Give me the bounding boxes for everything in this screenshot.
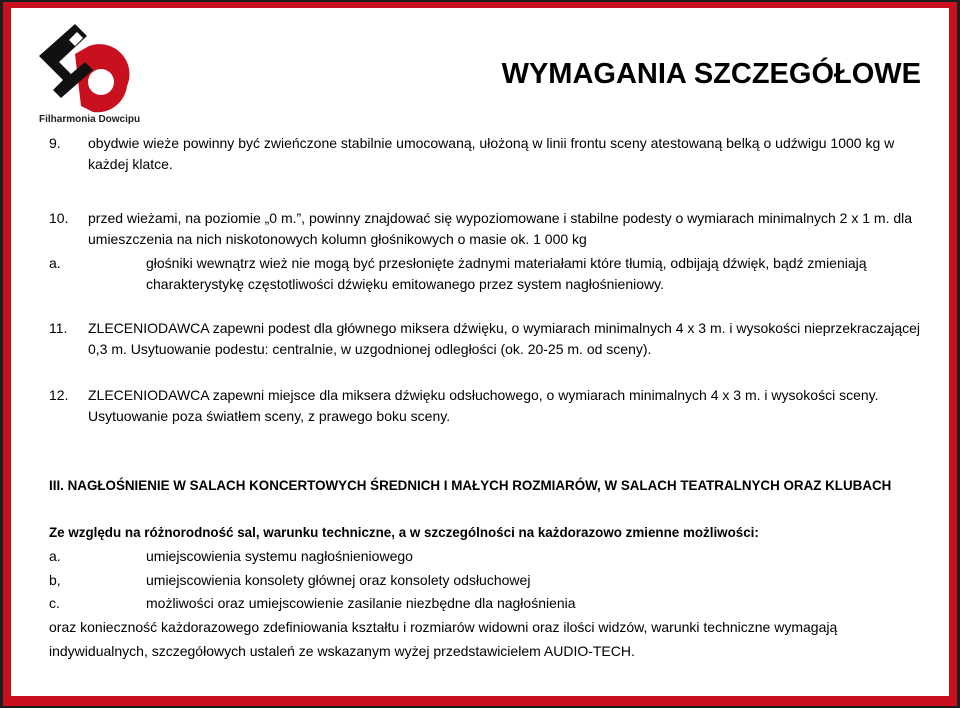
- logo-mark-icon: [31, 16, 141, 116]
- section-heading: III. NAGŁOŚNIENIE W SALACH KONCERTOWYCH ŚREDNICH I MAŁYCH ROZMIARÓW, W SALACH TEATRALNYCH ORAZ KLUBACH: [49, 478, 892, 493]
- list-marker: b,: [49, 572, 61, 588]
- list-text: możliwości oraz umiejscowienie zasilanie niezbędne dla nagłośnienia: [146, 595, 576, 611]
- closing-paragraph: oraz konieczność każdorazowego zdefiniowania kształtu i rozmiarów widowni oraz ilości widzów, warunki techniczne wymagają indywidualnych, szczegółowych ustaleń ze wskazanym wyżej przedstawicielem AUDIO-TECH.: [49, 619, 838, 659]
- item-number: 10.: [49, 210, 69, 226]
- intro-paragraph: Ze względu na różnorodność sal, warunku techniczne, a w szczególności na każdorazowo zmienne możliwości:: [49, 525, 759, 540]
- logo: [31, 16, 151, 134]
- item-number: 12.: [49, 387, 69, 403]
- slide-frame: [3, 2, 957, 706]
- item-number: 9.: [49, 135, 61, 151]
- item-text: przed wieżami, na poziomie „0 m.”, powinny znajdować się wypoziomowane i stabilne podesty o wymiarach minimalnych 2 x 1 m. dla umieszczenia na nich niskotonowych kolumn głośnikowych o masie ok. 1 000 kg: [88, 210, 913, 247]
- item-number: a.: [49, 255, 61, 271]
- slide-page: [11, 8, 949, 696]
- item-text: ZLECENIODAWCA zapewni miejsce dla miksera dźwięku odsłuchowego, o wymiarach minimalnych 4 x 3 m. i wysokości sceny. Usytuowanie poza światłem sceny, z prawego boku sceny.: [88, 387, 879, 424]
- item-text: obydwie wieże powinny być zwieńczone stabilnie umocowaną, ułożoną w linii frontu sceny atestowaną belką o udźwigu 1000 kg w każdej klatce.: [88, 135, 895, 172]
- list-text: umiejscowienia systemu nagłośnieniowego: [146, 548, 413, 564]
- list-text: umiejscowienia konsolety głównej oraz konsolety odsłuchowej: [146, 572, 531, 588]
- item-text: głośniki wewnątrz wież nie mogą być przesłonięte żadnymi materiałami które tłumią, odbijają dźwięk, bądź zmieniają charakterystykę częstotliwości dźwięku emitowanego przez system nagłośnieniowy.: [146, 255, 867, 292]
- list-marker: c.: [49, 595, 60, 611]
- logo-caption: Filharmonia Dowcipu: [39, 114, 141, 125]
- item-text: ZLECENIODAWCA zapewni podest dla głównego miksera dźwięku, o wymiarach minimalnych 4 x 3 m. i wysokości nieprzekraczającej 0,3 m. Usytuowanie podestu: centralnie, w uzgodnionej odległości (ok. 20-25 m. od sceny).: [88, 320, 921, 357]
- list-marker: a.: [49, 548, 61, 564]
- item-number: 11.: [49, 320, 68, 336]
- page-title: WYMAGANIA SZCZEGÓŁOWE: [501, 58, 921, 90]
